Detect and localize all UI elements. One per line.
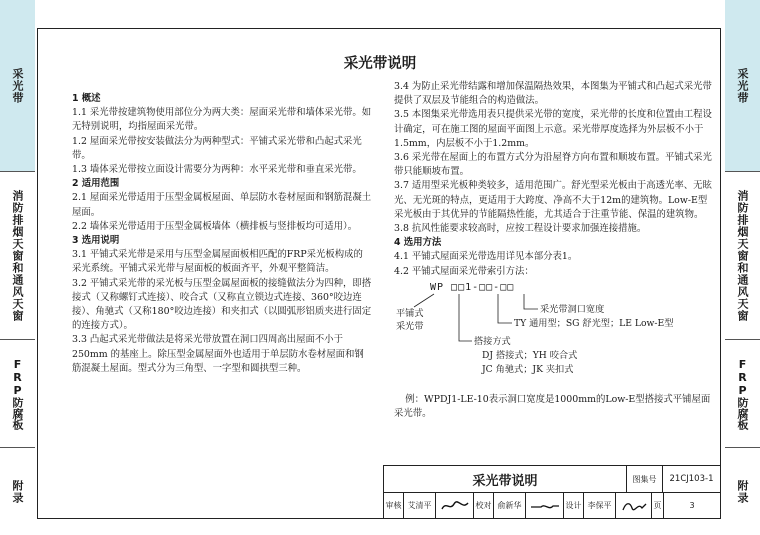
signature-row [384, 493, 720, 518]
reviewer-signature [436, 493, 474, 518]
review-label: 审核 [384, 493, 404, 518]
paragraph: 4.1 平铺式屋面采光带选用详见本部分表1。 [394, 251, 578, 263]
atlas-number: 21CJ103-1 [663, 466, 720, 493]
paragraph: 3.3 凸起式采光带做法是将采光带放置在洞口四周高出屋面不小于250mm 的基座上。除压型金属屋面外也适用于单层防水卷材屋面和钢筋混凝土屋面。型式分为三角型、一字型和圆拱型三种。 [72, 334, 364, 374]
right-tab-column [725, 0, 760, 535]
tab-label: 采光带 [11, 67, 24, 104]
tab-label: 消防排烟天窗和通风天窗 [11, 189, 24, 322]
paragraph: 1.1 采光带按建筑物使用部位分为两大类：屋面采光带和墙体采光带。如无特别说明，均指屋面采光带。 [72, 107, 372, 133]
tab-frp-right[interactable] [725, 340, 760, 448]
designer-name: 李保平 [584, 493, 616, 518]
tab-skylight-right[interactable] [725, 0, 760, 172]
tab-smoke-vent-left[interactable] [0, 172, 35, 340]
tab-smoke-vent-right[interactable] [725, 172, 760, 340]
page-label: 页 [652, 493, 664, 518]
check-label: 校对 [474, 493, 494, 518]
section-heading: 4 选用方法 [394, 237, 442, 249]
paragraph: 1.2 屋面采光带按安装做法分为两种型式：平铺式采光带和凸起式采光带。 [72, 135, 362, 161]
tab-appendix-right[interactable] [725, 448, 760, 535]
panel-type-label: TY 通用型；SG 舒光型；LE Low-E型 [514, 317, 674, 329]
paragraph: 2.1 屋面采光带适用于压型金属板屋面、单层防水卷材屋面和钢筋混凝土屋面。 [72, 192, 372, 218]
title-block [383, 465, 721, 519]
joint-options-1: DJ 搭接式；YH 咬合式 [482, 349, 578, 361]
page-number: 3 [689, 501, 695, 510]
left-text-column [72, 92, 372, 376]
example-paragraph: 例：WPDJ1-LE-10表示洞口宽度是1000mm的Low-E型搭接式平铺屋面采光带。 [394, 393, 711, 420]
tab-frp-left[interactable] [0, 340, 35, 448]
tab-label: FRP防腐板 [11, 357, 24, 430]
tab-appendix-left[interactable] [0, 448, 35, 535]
tab-skylight-left[interactable] [0, 0, 35, 172]
tab-label: FRP防腐板 [736, 357, 749, 430]
paragraph: 3.2 平铺式采光带的采光板与压型金属屋面板的接缝做法分为四种，即搭接式（又称螺钉式连接）、咬合式（又称直立锁边式连接、360°咬边连接）、角驰式（又称180°咬边连接）和夹扣式（以圆弧形铝质夹进行固定的连接方式）。 [72, 277, 372, 332]
paragraph: 3.5 本图集采光带选用表只提供采光带的宽度，采光带的长度和位置由工程设计确定，可在施工图的屋面平面图上示意。采光带厚度选择为外层板不小于1.5mm，内层板不小于1.2mm。 [394, 109, 712, 149]
index-code: WP □□1-□□-□□ [430, 281, 515, 293]
paragraph: 1.3 墙体采光带按立面设计需要分为两种：水平采光带和垂直采光带。 [72, 164, 362, 176]
joint-title-label: 搭接方式 [474, 335, 511, 347]
designer-signature [616, 493, 652, 518]
tab-label: 附录 [736, 479, 749, 504]
paragraph: 4.2 平铺式屋面采光带索引方法： [394, 265, 534, 277]
paragraph: 3.8 抗风性能要求较高时，应按工程设计要求加强连接措施。 [394, 223, 647, 235]
tab-label: 采光带 [736, 67, 749, 104]
checker-name: 俞新华 [494, 493, 526, 518]
index-code-diagram [394, 281, 714, 391]
paragraph: 3.7 适用型采光板种类较多，适用范围广。舒光型采光板由于高透光率、无眩光、无光斑的特点，更适用于大跨度、净高不大于12m的建筑物。Low-E型采光板由于其优异的节能隔热性能，尤其适合于注重节能、保温的建筑物。 [394, 180, 712, 220]
page-title: 采光带说明 [343, 56, 417, 72]
drawing-name: 采光带说明 [384, 466, 627, 493]
tab-label: 附录 [11, 479, 24, 504]
left-tab-column [0, 0, 35, 535]
width-label: 采光带洞口宽度 [540, 303, 605, 315]
paragraph: 3.6 采光带在屋面上的布置方式分为沿屋脊方向布置和顺坡布置。平铺式采光带只能顺坡布置。 [394, 152, 712, 178]
tab-label: 消防排烟天窗和通风天窗 [736, 189, 749, 322]
checker-signature [526, 493, 564, 518]
section-heading: 3 选用说明 [72, 235, 120, 247]
paragraph: 3.1 平铺式采光带是采用与压型金属屋面板相匹配的FRP采光板构成的采光系统。平铺式采光带与屋面板的板面齐平，外观平整简洁。 [72, 249, 363, 275]
joint-options-2: JC 角驰式；JK 夹扣式 [482, 363, 574, 375]
design-label: 设计 [564, 493, 584, 518]
paragraph: 3.4 为防止采光带结露和增加保温隔热效果，本图集为平铺式和凸起式采光带提供了双层及节能组合的构造做法。 [394, 81, 712, 107]
paragraph: 2.2 墙体采光带适用于压型金属板墙体（横排板与竖排板均可适用）。 [72, 220, 358, 232]
section-heading: 1 概述 [72, 93, 101, 104]
section-heading: 2 适用范围 [72, 178, 120, 190]
right-text-column [394, 80, 714, 421]
reviewer-name: 艾清平 [404, 493, 436, 518]
type-label: 平铺式 采光带 [396, 307, 424, 332]
atlas-label: 图集号 [627, 466, 663, 493]
